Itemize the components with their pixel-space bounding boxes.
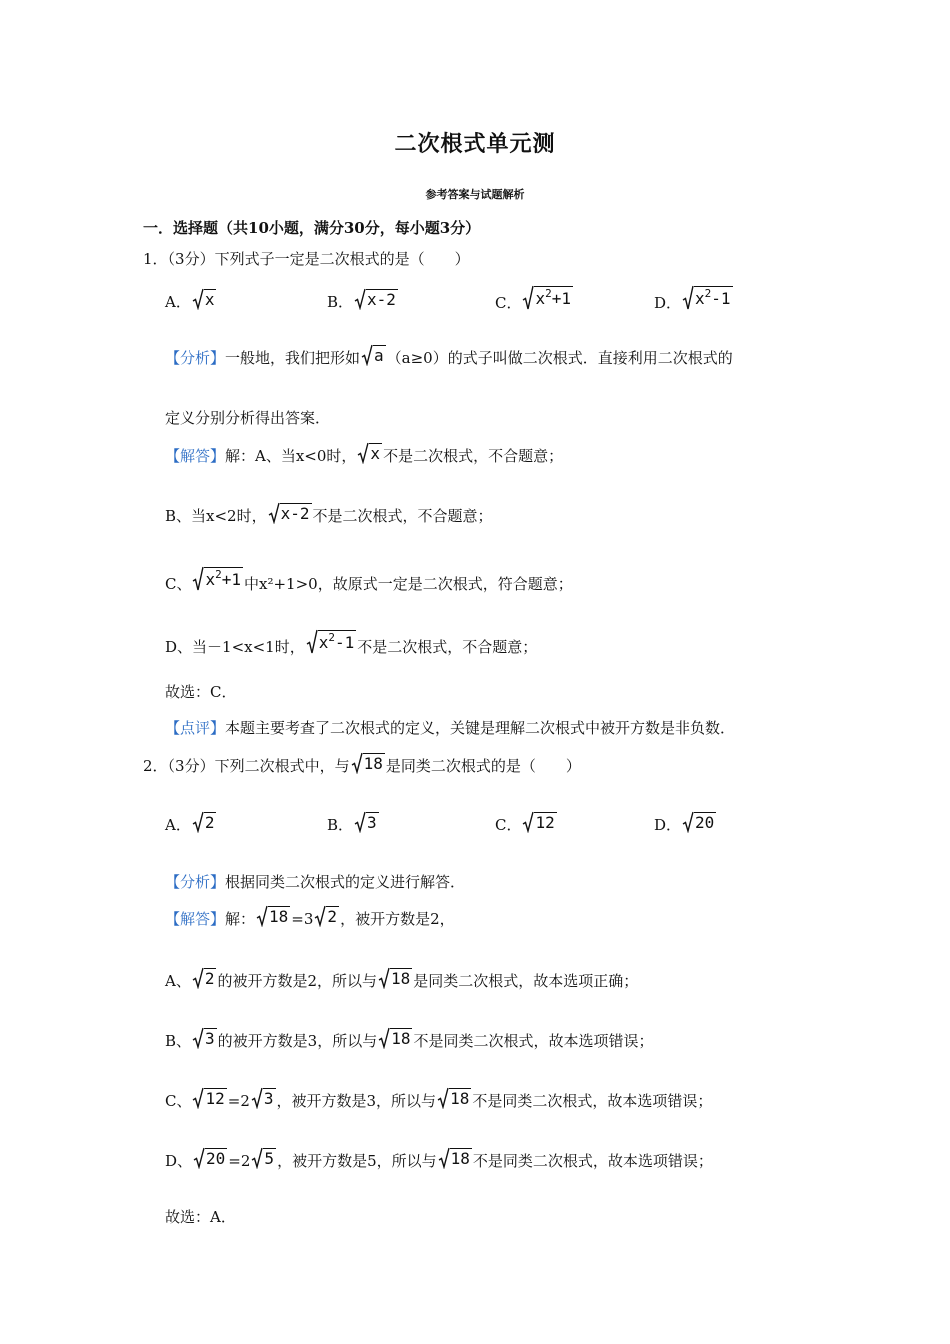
radical bbox=[192, 1087, 226, 1109]
radicand: 18 bbox=[269, 907, 289, 926]
analysis-tag: 【分析】 bbox=[165, 873, 226, 891]
option-label: C． bbox=[495, 816, 522, 834]
radicand: $x^2+1$ bbox=[534, 286, 573, 311]
radicand: a bbox=[374, 346, 384, 365]
radical bbox=[192, 1027, 217, 1049]
radical bbox=[251, 1087, 276, 1109]
radical bbox=[351, 752, 385, 774]
analysis-tag: 【分析】 bbox=[165, 349, 226, 367]
radical bbox=[268, 502, 312, 524]
q1-answer-d: D、当－1<x<1时， $x^2-1$ 不是二次根式，不合题意； bbox=[165, 631, 538, 656]
q1-analysis-cont: 定义分别分析得出答案． bbox=[165, 409, 331, 427]
q1-answer-b: B、当x<2时， x-2 不是二次根式，不合题意； bbox=[165, 504, 493, 525]
radical bbox=[192, 566, 243, 592]
answer-tag: 【解答】 bbox=[165, 910, 226, 928]
comment-tag: 【点评】 bbox=[165, 719, 226, 737]
radicand: 18 bbox=[391, 969, 411, 988]
radicand: $x^2-1$ bbox=[318, 630, 357, 655]
q1-option-c bbox=[495, 285, 574, 313]
radicand: 3 bbox=[367, 813, 377, 832]
radicand: $x^2+1$ bbox=[204, 567, 243, 592]
radicand: 18 bbox=[391, 1029, 411, 1048]
radicand: 2 bbox=[204, 813, 215, 832]
radical bbox=[354, 288, 398, 310]
option-label: D． bbox=[654, 294, 682, 312]
radicand: 18 bbox=[450, 1149, 470, 1168]
q1-option-a bbox=[165, 288, 217, 312]
option-label: D． bbox=[654, 816, 682, 834]
q1-option-d bbox=[654, 285, 734, 313]
radicand: $x^2-1$ bbox=[694, 286, 733, 311]
radical bbox=[192, 967, 217, 989]
q1-stem: 1．（3分）下列式子一定是二次根式的是（ ） bbox=[143, 250, 470, 268]
q1-answer-a: 【解答】解：A、当x<0时， x 不是二次根式，不合题意； bbox=[165, 444, 564, 465]
page-subtitle: 参考答案与试题解析 bbox=[425, 188, 525, 201]
section-heading: 一．选择题（共10小题，满分30分，每小题3分） bbox=[143, 219, 481, 237]
radical bbox=[251, 1147, 276, 1169]
radicand: x bbox=[370, 444, 381, 463]
radicand: 12 bbox=[535, 813, 555, 832]
radicand: 5 bbox=[264, 1149, 275, 1168]
q1-option-b bbox=[327, 288, 399, 312]
radical bbox=[192, 288, 217, 310]
radical bbox=[314, 905, 339, 927]
q1-choice: 故选：C． bbox=[165, 683, 237, 701]
q2-answer-d: D、 20 =2 5 ，被开方数是5，所以与 18 不是同类二次根式，故本选项错误； bbox=[165, 1149, 713, 1170]
radicand: 18 bbox=[363, 754, 383, 773]
q2-option-d bbox=[654, 811, 717, 835]
radical bbox=[193, 1147, 227, 1169]
radicand: 20 bbox=[695, 813, 715, 832]
radicand: 3 bbox=[263, 1089, 274, 1108]
q2-option-c bbox=[495, 811, 558, 835]
radicand: 2 bbox=[204, 969, 215, 988]
option-label: B． bbox=[327, 293, 354, 311]
q2-option-a bbox=[165, 811, 217, 835]
radical bbox=[357, 442, 382, 464]
radical bbox=[437, 1087, 471, 1109]
radicand: 20 bbox=[206, 1149, 226, 1168]
radicand: x bbox=[204, 290, 215, 309]
radical bbox=[438, 1147, 472, 1169]
page-title: 二次根式单元测 bbox=[394, 131, 556, 157]
radical bbox=[256, 905, 290, 927]
q1-analysis: 【分析】一般地，我们把形如 a （a≥0）的式子叫做二次根式．直接利用二次根式的 bbox=[165, 346, 733, 367]
radical bbox=[682, 811, 716, 833]
radical bbox=[682, 285, 733, 311]
radicand: 12 bbox=[205, 1089, 225, 1108]
radicand: 18 bbox=[450, 1089, 470, 1108]
q2-answer-c: C、 12 =2 3 ，被开方数是3，所以与 18 不是同类二次根式，故本选项错误； bbox=[165, 1089, 713, 1110]
radicand: x-2 bbox=[367, 290, 396, 309]
q2-choice: 故选：A． bbox=[165, 1208, 236, 1226]
q2-answer-a: A、 2 的被开方数是2，所以与 18 是同类二次根式，故本选项正确； bbox=[165, 969, 639, 990]
option-label: B． bbox=[327, 816, 354, 834]
radical bbox=[522, 811, 556, 833]
option-label: A． bbox=[165, 293, 191, 311]
q1-answer-c: C、 $x^2+1$ 中x²+1>0，故原式一定是二次根式，符合题意； bbox=[165, 568, 573, 593]
radical bbox=[378, 1027, 412, 1049]
radical bbox=[354, 811, 379, 833]
radicand: 3 bbox=[205, 1029, 215, 1048]
radical bbox=[306, 629, 357, 655]
q2-stem: 2．（3分）下列二次根式中，与 18 是同类二次根式的是（ ） bbox=[143, 754, 581, 775]
radical bbox=[378, 967, 412, 989]
radical bbox=[522, 285, 573, 311]
answer-tag: 【解答】 bbox=[165, 447, 226, 465]
option-label: C． bbox=[495, 294, 522, 312]
q2-answer-b: B、 3 的被开方数是3，所以与 18 不是同类二次根式，故本选项错误； bbox=[165, 1029, 654, 1050]
radicand: 2 bbox=[327, 907, 338, 926]
q2-answer: 【解答】解： 18 =3 2 ，被开方数是2， bbox=[165, 907, 455, 928]
radical bbox=[192, 811, 217, 833]
radicand: x-2 bbox=[280, 504, 310, 523]
q2-analysis: 【分析】根据同类二次根式的定义进行解答． bbox=[165, 873, 466, 891]
q2-option-b bbox=[327, 811, 380, 835]
radical bbox=[361, 344, 386, 366]
q1-comment: 【点评】本题主要考查了二次根式的定义，关键是理解二次根式中被开方数是非负数． bbox=[165, 719, 736, 737]
option-label: A． bbox=[165, 816, 191, 834]
